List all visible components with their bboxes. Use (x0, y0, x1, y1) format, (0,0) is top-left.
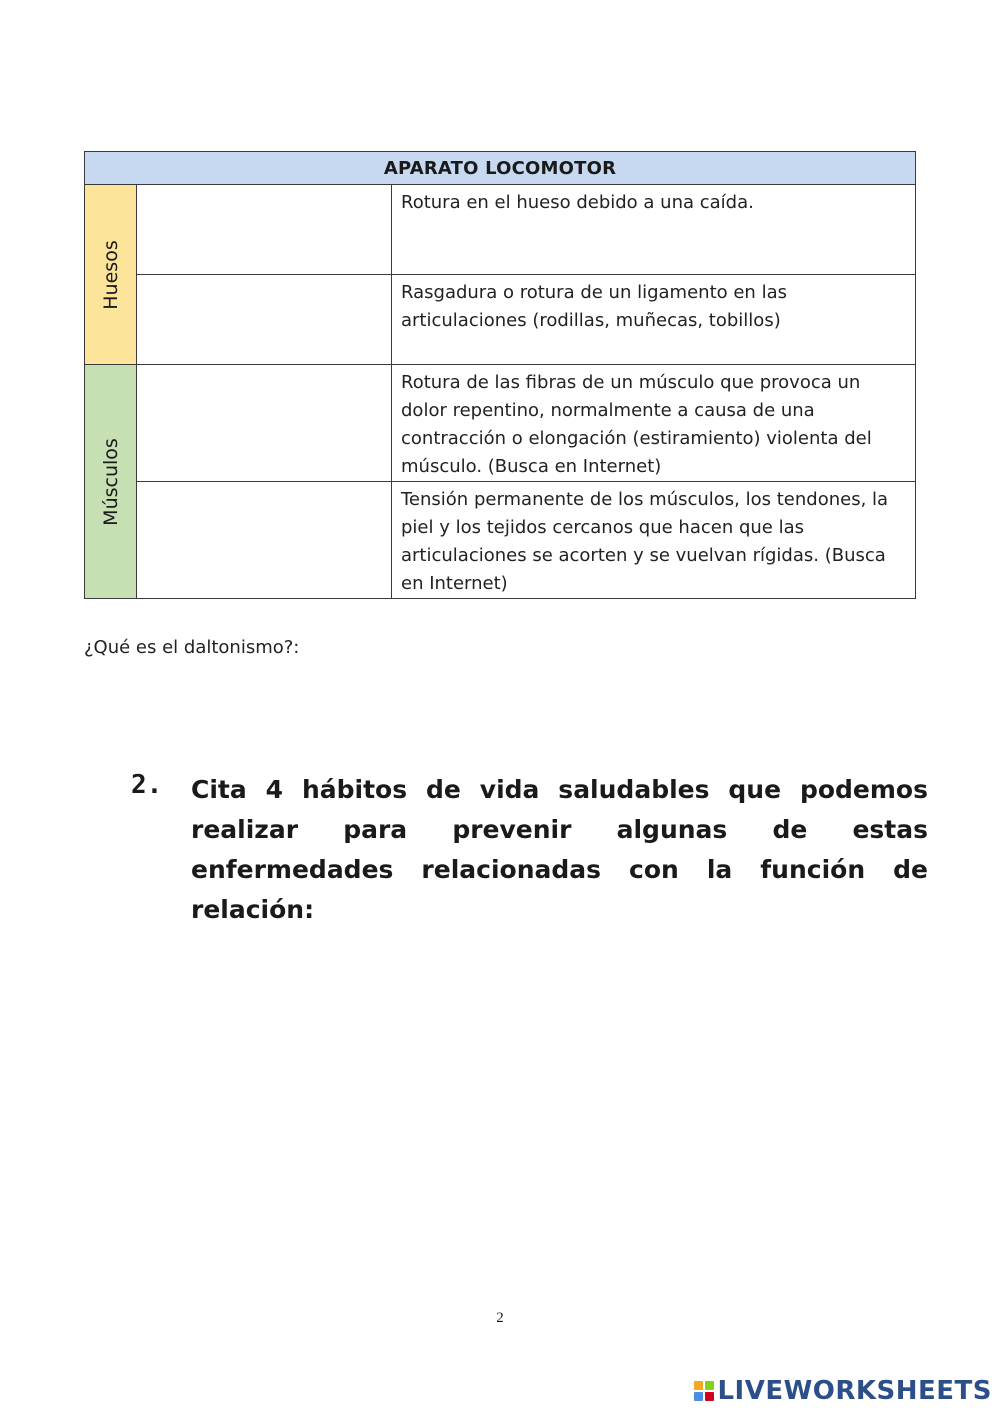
table-title: APARATO LOCOMOTOR (85, 152, 916, 185)
page-number: 2 (496, 1310, 504, 1326)
description-cell-4: Tensión permanente de los músculos, los tendones, la piel y los tejidos cercanos que hacen que las articulaciones se acorten y se vuelvan rígidas. (Busca en Internet) (392, 482, 916, 599)
description-cell-1: Rotura en el hueso debido a una caída. (392, 185, 916, 275)
table-row (85, 185, 916, 275)
liveworksheets-brand (694, 1376, 992, 1406)
table-row (85, 482, 916, 599)
logo-square (694, 1392, 703, 1401)
daltonismo-question: ¿Qué es el daltonismo?: (84, 637, 300, 658)
answer-cell-1[interactable] (137, 185, 392, 275)
item-number: 2. (131, 770, 163, 800)
category-musculos (85, 365, 137, 599)
brand-name: LIVEWORKSHEETS (717, 1376, 992, 1406)
locomotor-table (84, 151, 916, 599)
logo-square (694, 1381, 703, 1390)
answer-cell-4[interactable] (137, 482, 392, 599)
category-musculos-label: Músculos (99, 437, 122, 526)
logo-square (705, 1381, 714, 1390)
answer-cell-2[interactable] (137, 275, 392, 365)
item-2-instruction: Cita 4 hábitos de vida saludables que podemos realizar para prevenir algunas de estas enfermedades relacionadas con la función de relación: (191, 775, 928, 924)
description-cell-3: Rotura de las fibras de un músculo que provoca un dolor repentino, normalmente a causa de una contracción o elongación (estiramiento) violenta del músculo. (Busca en Internet) (392, 365, 916, 482)
category-huesos (85, 185, 137, 365)
answer-cell-3[interactable] (137, 365, 392, 482)
table-row (85, 275, 916, 365)
category-huesos-label: Huesos (99, 239, 122, 310)
logo-square (705, 1392, 714, 1401)
liveworksheets-logo-icon (694, 1381, 714, 1401)
table-row (85, 365, 916, 482)
description-cell-2: Rasgadura o rotura de un ligamento en las articulaciones (rodillas, muñecas, tobillos) (392, 275, 916, 365)
